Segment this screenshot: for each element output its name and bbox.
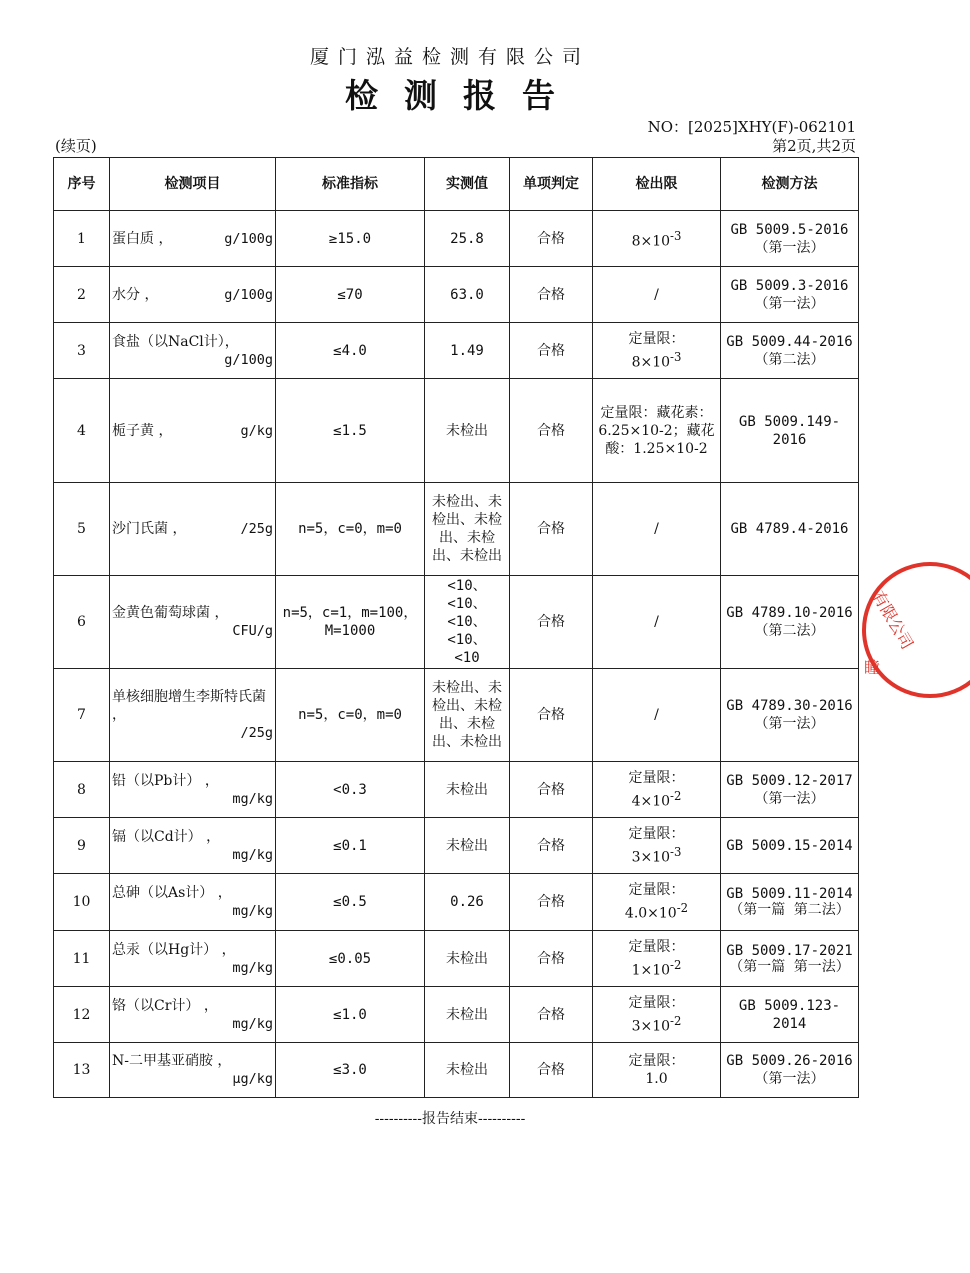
row-item <box>110 818 276 874</box>
row-judgement: 合格 <box>510 987 593 1043</box>
continuation-label: (续页) <box>55 137 97 155</box>
row-limit: 定量限：藏花素：6.25×10-2；藏花酸：1.25×10-2 <box>593 379 721 483</box>
row-item <box>110 211 276 267</box>
row-item <box>110 669 276 762</box>
table-row <box>54 987 859 1043</box>
row-value: <10、<10、<10、<10、<10 <box>425 576 510 669</box>
limit-label: 定量限： <box>628 938 685 955</box>
row-method: GB 5009.5-2016（第一法） <box>721 211 859 267</box>
row-no: 4 <box>54 379 110 483</box>
item-unit: g/100g <box>224 286 273 303</box>
row-value: 未检出 <box>425 818 510 874</box>
row-standard: ≤0.1 <box>276 818 425 874</box>
row-item <box>110 874 276 931</box>
row-item <box>110 379 276 483</box>
item-unit: mg/kg <box>232 846 273 863</box>
row-standard: ≤1.0 <box>276 987 425 1043</box>
row-method: GB 5009.44-2016（第二法） <box>721 323 859 379</box>
row-judgement: 合格 <box>510 323 593 379</box>
item-name: 食盐（以NaCl计）， <box>112 333 239 350</box>
row-judgement: 合格 <box>510 576 593 669</box>
row-item <box>110 931 276 987</box>
row-judgement: 合格 <box>510 267 593 323</box>
row-limit: / <box>593 669 721 762</box>
item-name: 沙门氏菌 ， <box>112 521 187 537</box>
row-method: GB 5009.11-2014（第一篇 第二法） <box>721 874 859 931</box>
row-item <box>110 987 276 1043</box>
row-standard: ≤1.5 <box>276 379 425 483</box>
row-method: GB 4789.4-2016 <box>721 483 859 576</box>
item-name: 总汞（以Hg计） ， <box>112 941 236 958</box>
item-name: 铅（以Pb计） ， <box>112 772 219 789</box>
item-name: 总砷（以As计） ， <box>112 885 232 901</box>
table-row <box>54 483 859 576</box>
row-standard: ≤3.0 <box>276 1043 425 1098</box>
row-standard: <0.3 <box>276 762 425 818</box>
company-seal-icon <box>850 555 970 705</box>
svg-text:有限公司: 有限公司 <box>868 587 917 653</box>
row-method: GB 5009.15-2014 <box>721 818 859 874</box>
row-item <box>110 483 276 576</box>
limit-base: 3×10 <box>631 849 671 866</box>
row-standard: ≤70 <box>276 267 425 323</box>
item-unit: g/100g <box>224 230 273 247</box>
row-judgement: 合格 <box>510 931 593 987</box>
item-name: 铬（以Cr计） ， <box>112 997 218 1014</box>
row-limit: / <box>593 576 721 669</box>
col-header-standard: 标准指标 <box>276 158 425 211</box>
limit-label: 定量限： <box>628 330 685 347</box>
table-row <box>54 379 859 483</box>
row-no: 9 <box>54 818 110 874</box>
limit-base: 8×10 <box>631 233 671 250</box>
row-no: 10 <box>54 874 110 931</box>
table-row <box>54 576 859 669</box>
row-item <box>110 323 276 379</box>
limit-exponent: -3 <box>670 844 682 859</box>
limit-label: 定量限： <box>628 882 685 899</box>
row-standard: ≥15.0 <box>276 211 425 267</box>
item-unit: mg/kg <box>232 903 273 919</box>
company-name: 厦门泓益检测有限公司 <box>309 46 590 68</box>
row-no: 11 <box>54 931 110 987</box>
svg-text:瞳: 瞳 <box>864 658 881 677</box>
limit-exponent: -2 <box>670 957 682 972</box>
row-limit <box>593 1043 721 1098</box>
row-value: 63.0 <box>425 267 510 323</box>
row-method: GB 5009.149-2016 <box>721 379 859 483</box>
item-name: 蛋白质 ， <box>112 230 173 247</box>
item-unit: CFU/g <box>232 623 273 639</box>
row-value: 未检出 <box>425 762 510 818</box>
row-judgement: 合格 <box>510 379 593 483</box>
row-standard: ≤0.05 <box>276 931 425 987</box>
row-no: 2 <box>54 267 110 323</box>
row-judgement: 合格 <box>510 874 593 931</box>
item-name: 金黄色葡萄球菌 ， <box>112 605 229 621</box>
table-header-row <box>54 158 859 211</box>
row-limit <box>593 931 721 987</box>
row-standard: ≤0.5 <box>276 874 425 931</box>
limit-exponent: -2 <box>670 1013 682 1028</box>
row-value: 1.49 <box>425 323 510 379</box>
row-method: GB 4789.30-2016（第一法） <box>721 669 859 762</box>
row-judgement: 合格 <box>510 1043 593 1098</box>
limit-base: 8×10 <box>631 354 671 371</box>
limit-exponent: -3 <box>670 228 682 243</box>
row-limit <box>593 762 721 818</box>
row-limit <box>593 987 721 1043</box>
row-standard: n=5，c=0，m=0 <box>276 483 425 576</box>
row-value: 未检出 <box>425 1043 510 1098</box>
limit-base: 4×10 <box>631 793 671 810</box>
row-judgement: 合格 <box>510 669 593 762</box>
row-method: GB 5009.17-2021（第一篇 第一法） <box>721 931 859 987</box>
col-header-method: 检测方法 <box>721 158 859 211</box>
item-name: 单核细胞增生李斯特氏菌 ， <box>112 689 266 723</box>
row-method: GB 5009.12-2017（第一法） <box>721 762 859 818</box>
row-value: 未检出、未检出、未检出、未检出、未检出 <box>425 483 510 576</box>
row-item <box>110 1043 276 1098</box>
table-row <box>54 1043 859 1098</box>
row-value: 0.26 <box>425 874 510 931</box>
limit-label: 定量限： <box>628 994 685 1011</box>
row-no: 1 <box>54 211 110 267</box>
table-row <box>54 211 859 267</box>
row-no: 3 <box>54 323 110 379</box>
row-standard: ≤4.0 <box>276 323 425 379</box>
item-name: 镉（以Cd计） ， <box>112 828 221 845</box>
table-row <box>54 874 859 931</box>
row-value: 未检出、未检出、未检出、未检出、未检出 <box>425 669 510 762</box>
item-name: N-二甲基亚硝胺 ， <box>112 1053 232 1069</box>
item-unit: mg/kg <box>232 790 273 807</box>
table-row <box>54 323 859 379</box>
item-unit: g/100g <box>224 351 273 368</box>
row-standard: n=5，c=1，m=100，M=1000 <box>276 576 425 669</box>
limit-exponent: -2 <box>676 901 689 916</box>
row-standard: n=5，c=0，m=0 <box>276 669 425 762</box>
item-name: 水分 ， <box>112 286 159 303</box>
row-limit <box>593 323 721 379</box>
limit-label: 定量限： <box>628 1053 685 1069</box>
row-limit <box>593 818 721 874</box>
item-unit: g/kg <box>240 422 273 439</box>
limit-exponent: -2 <box>670 788 682 803</box>
row-no: 8 <box>54 762 110 818</box>
limit-base: 3×10 <box>631 1018 671 1035</box>
table-row <box>54 762 859 818</box>
row-no: 5 <box>54 483 110 576</box>
row-method: GB 5009.26-2016（第一法） <box>721 1043 859 1098</box>
col-header-no: 序号 <box>54 158 110 211</box>
limit-base: 4.0×10 <box>624 905 677 922</box>
row-no: 7 <box>54 669 110 762</box>
table-row <box>54 267 859 323</box>
limit-label: 定量限： <box>628 825 685 842</box>
results-table <box>53 157 859 1098</box>
page-info: 第2页,共2页 <box>772 137 856 155</box>
row-judgement: 合格 <box>510 762 593 818</box>
row-judgement: 合格 <box>510 483 593 576</box>
item-unit: /25g <box>240 725 273 741</box>
row-item <box>110 267 276 323</box>
item-unit: mg/kg <box>232 1015 273 1032</box>
row-no: 6 <box>54 576 110 669</box>
report-number: NO：[2025]XHY(F)-062101 <box>647 118 856 136</box>
row-limit <box>593 211 721 267</box>
row-method: GB 5009.123-2014 <box>721 987 859 1043</box>
col-header-value: 实测值 <box>425 158 510 211</box>
report-title: 检测报告 <box>345 76 581 115</box>
row-judgement: 合格 <box>510 211 593 267</box>
table-row <box>54 931 859 987</box>
row-limit: / <box>593 267 721 323</box>
limit-exponent: -3 <box>670 349 682 364</box>
item-unit: μg/kg <box>232 1071 273 1087</box>
row-item <box>110 576 276 669</box>
limit-base: 1×10 <box>631 962 671 979</box>
col-header-judgement: 单项判定 <box>510 158 593 211</box>
row-limit <box>593 874 721 931</box>
table-row <box>54 669 859 762</box>
table-row <box>54 818 859 874</box>
row-no: 13 <box>54 1043 110 1098</box>
limit-base: 1.0 <box>645 1071 668 1087</box>
report-end-line: ----------报告结束---------- <box>374 1111 526 1127</box>
item-name: 栀子黄 ， <box>112 422 173 439</box>
row-limit: / <box>593 483 721 576</box>
row-value: 未检出 <box>425 987 510 1043</box>
row-value: 25.8 <box>425 211 510 267</box>
row-item <box>110 762 276 818</box>
row-value: 未检出 <box>425 379 510 483</box>
col-header-limit: 检出限 <box>593 158 721 211</box>
col-header-item: 检测项目 <box>110 158 276 211</box>
limit-label: 定量限： <box>628 769 685 786</box>
item-unit: mg/kg <box>232 959 273 976</box>
item-unit: /25g <box>240 521 273 537</box>
row-method: GB 5009.3-2016（第一法） <box>721 267 859 323</box>
row-value: 未检出 <box>425 931 510 987</box>
row-method: GB 4789.10-2016（第二法） <box>721 576 859 669</box>
row-no: 12 <box>54 987 110 1043</box>
row-judgement: 合格 <box>510 818 593 874</box>
